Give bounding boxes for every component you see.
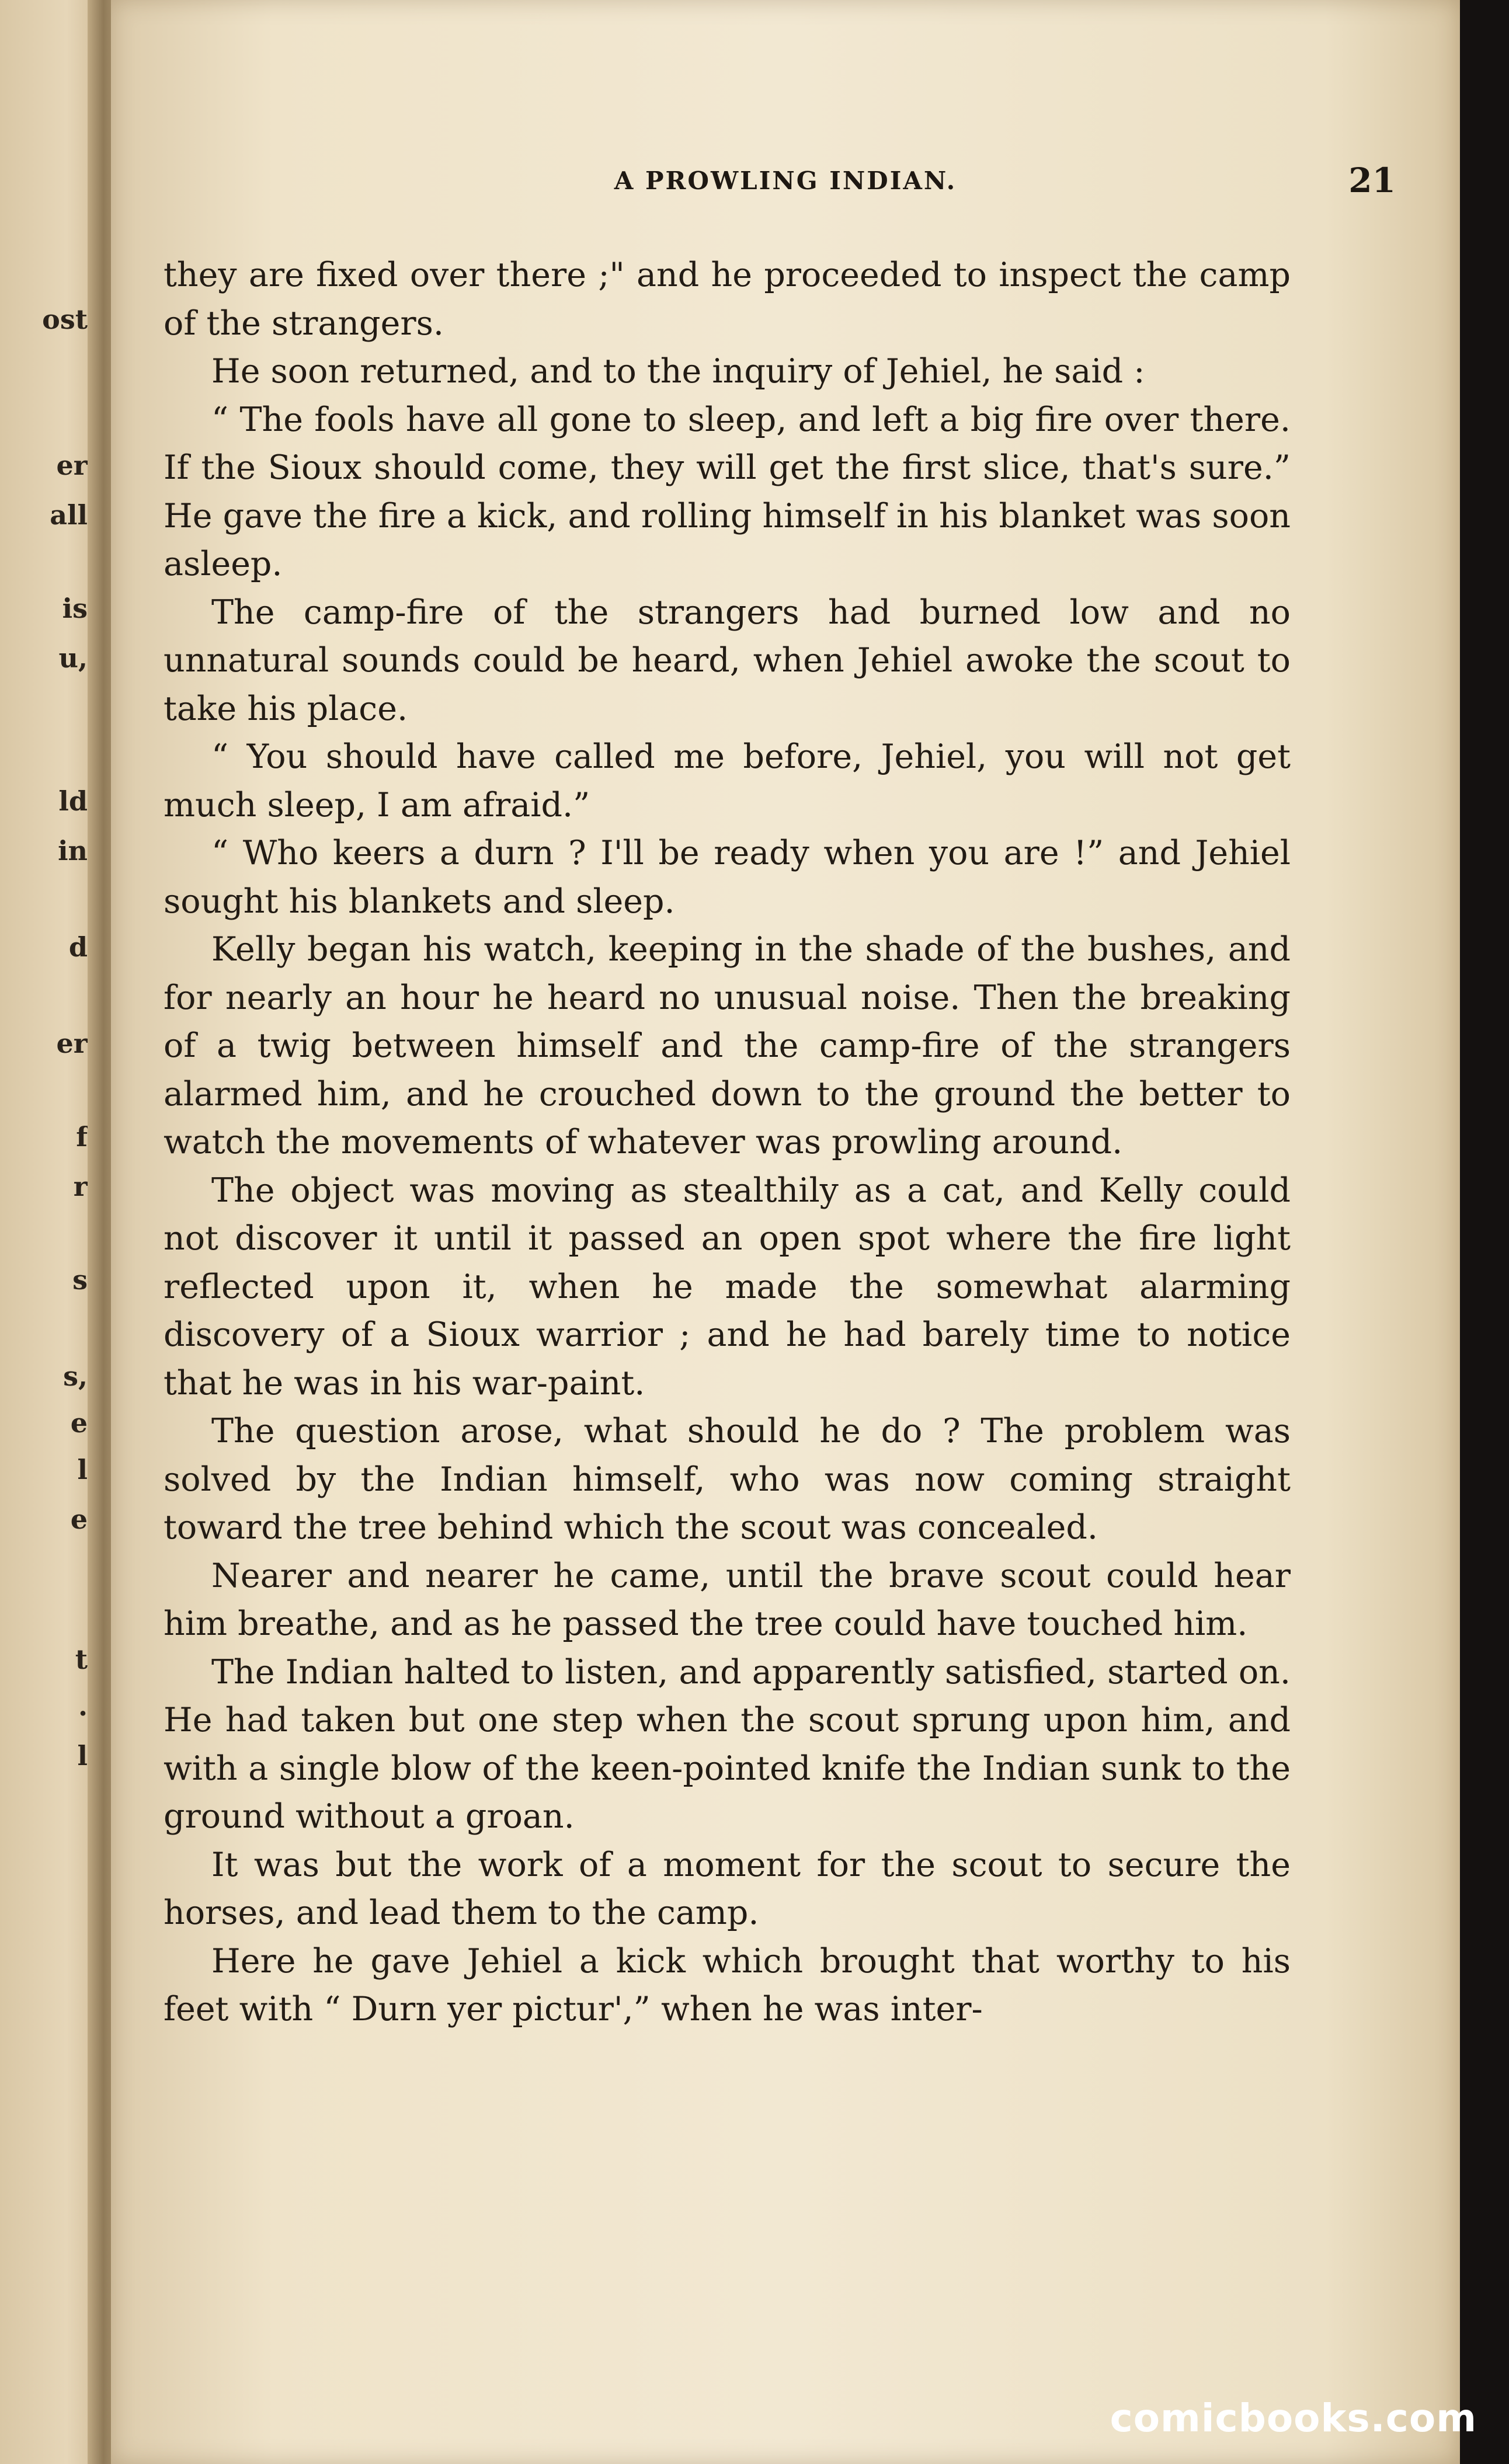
book-page xyxy=(111,0,1460,2464)
paragraph: The question arose, what should he do ? The problem was solved by the Indian himself, who was now coming straight toward the tree behind which the scout was concealed. xyxy=(164,1412,1291,1547)
paragraph: The camp-fire of the strangers had burned low and no unnatural sounds could be heard, when Jehiel awoke the scout to take his place. xyxy=(164,593,1291,728)
paragraph: they are fixed over there ;" and he proceeded to inspect the camp of the strangers. xyxy=(164,256,1291,343)
paragraph: The object was moving as stealthily as a cat, and Kelly could not discover it until it passed an open spot where the fire light reflected upon it, when he made the somewhat alarming discovery of a Sioux warrior ; and he had barely time to notice that he was in his war-paint. xyxy=(164,1171,1291,1402)
facing-page-fragment: r xyxy=(73,1171,88,1202)
page-number: 21 xyxy=(1348,161,1396,200)
facing-page-fragment: ost xyxy=(42,304,88,335)
paragraph: Kelly began his watch, keeping in the shade of the bushes, and for nearly an hour he heard no unusual noise. Then the breaking of a twig between himself and the camp-fire of the strangers alarmed him, and he crouched down to the ground the better to watch the movements of whatever was prowling around. xyxy=(164,930,1291,1161)
facing-page-fragment: is xyxy=(62,593,88,624)
paragraph: Nearer and nearer he came, until the brave scout could hear him breathe, and as he passed the tree could have touched him. xyxy=(164,1556,1291,1643)
facing-page-fragment: d xyxy=(68,931,88,963)
facing-page-fragment: e xyxy=(70,1407,88,1439)
facing-page-fragment: f xyxy=(76,1121,88,1153)
facing-page-fragment: ld xyxy=(58,785,88,817)
facing-page-fragment: in xyxy=(58,835,88,866)
facing-page-fragment: s, xyxy=(63,1360,88,1392)
running-title: A PROWLING INDIAN. xyxy=(614,166,957,195)
paragraph: Here he gave Jehiel a kick which brought that worthy to his feet with “ Durn yer pictur',” when he was inter- xyxy=(164,1941,1291,2028)
facing-page-fragment: u, xyxy=(58,642,88,674)
facing-page-fragment: s xyxy=(72,1264,88,1296)
facing-page-fragment: all xyxy=(50,499,88,531)
paragraph: The Indian halted to listen, and apparently satisfied, started on. He had taken but one step when the scout sprung upon him, and with a single blow of the keen-pointed knife the Indian sunk to the ground without a groan. xyxy=(164,1652,1291,1836)
paragraph: He soon returned, and to the inquiry of Jehiel, he said : xyxy=(211,352,1145,391)
page-body xyxy=(164,251,1291,2034)
facing-page-fragment: er xyxy=(56,450,88,481)
facing-page-fragment: e xyxy=(70,1504,88,1535)
facing-page-fragment: l xyxy=(77,1454,88,1485)
paragraph: “ Who keers a durn ? I'll be ready when you are !” and Jehiel sought his blankets and sleep. xyxy=(164,834,1291,921)
site-watermark: comicbooks.com xyxy=(1110,2396,1477,2441)
page-edge-shadow xyxy=(1460,0,1509,2464)
paragraph: “ The fools have all gone to sleep, and left a big fire over there. If the Sioux should come, they will get the first slice, that's sure.” He gave the fire a kick, and rolling himself in his blanket was soon asleep. xyxy=(164,400,1291,583)
facing-page-fragment: t xyxy=(75,1644,88,1675)
facing-page-fragment: er xyxy=(56,1028,88,1059)
paragraph: It was but the work of a moment for the scout to secure the horses, and lead them to the camp. xyxy=(164,1845,1291,1932)
page-header xyxy=(111,161,1460,201)
paragraph: “ You should have called me before, Jehiel, you will not get much sleep, I am afraid.” xyxy=(164,737,1291,824)
facing-page-fragment: l xyxy=(77,1740,88,1772)
facing-page-fragment: . xyxy=(78,1690,88,1722)
